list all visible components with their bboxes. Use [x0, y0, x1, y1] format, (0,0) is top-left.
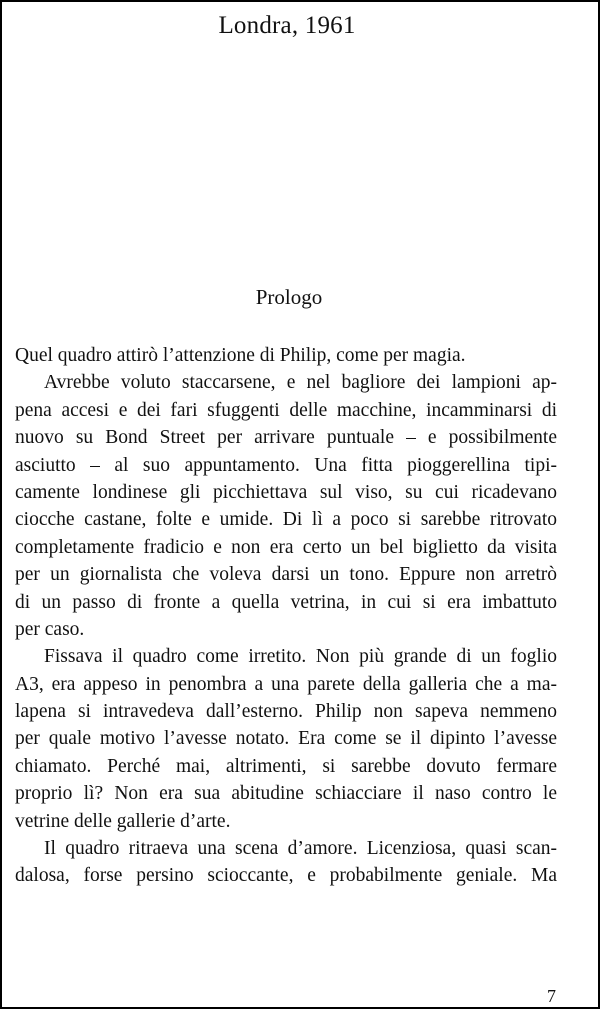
text-line: per quale motivo l’avesse notato. Era come se il dipinto l’avesse — [15, 728, 557, 750]
text-line: vetrine delle gallerie d’arte. — [15, 810, 231, 832]
text-line: proprio lì? Non era sua abitudine schiacciare il naso contro le — [15, 783, 557, 805]
text-line: Fissava il quadro come irretito. Non più grande di un foglio — [44, 646, 557, 668]
text-line: di un passo di fronte a quella vetrina, in cui si era imbattuto — [15, 591, 557, 613]
text-line: per un giornalista che voleva darsi un tono. Eppure non arretrò — [15, 564, 557, 586]
text-line: pena accesi e dei fari sfuggenti delle macchine, incamminarsi di — [15, 399, 557, 421]
page-number: 7 — [547, 986, 556, 1006]
text-line: Quel quadro attirò l’attenzione di Philip, come per magia. — [15, 345, 466, 366]
text-line: dalosa, forse persino scioccante, e probabilmente geniale. Ma — [15, 865, 557, 887]
text-line: lapena si intravedeva dall’esterno. Philip non sapeva nemmeno — [15, 701, 557, 723]
text-line: nuovo su Bond Street per arrivare puntuale – e possibilmente — [15, 427, 557, 449]
text-line: Il quadro ritraeva una scena d’amore. Licenziosa, quasi scan- — [44, 838, 557, 860]
chapter-title: Prologo — [255, 285, 323, 309]
text-line: completamente fradicio e non era certo un bel biglietto da visita — [15, 536, 557, 558]
text-line: A3, era appeso in penombra a una parete della galleria che a ma- — [15, 673, 557, 695]
text-line: Avrebbe voluto staccarsene, e nel bagliore dei lampioni ap- — [44, 372, 557, 394]
body-text — [15, 342, 557, 890]
text-line: chiamato. Perché mai, altrimenti, si sarebbe dovuto fermare — [15, 755, 557, 777]
text-line: per caso. — [15, 618, 85, 640]
text-line: camente londinese gli picchiettava sul viso, su cui ricadevano — [15, 481, 557, 503]
text-line: ciocche castane, folte e umide. Di lì a poco si sarebbe ritrovato — [15, 509, 557, 531]
text-line: asciutto – al suo appuntamento. Una fitta pioggerellina tipi- — [15, 454, 557, 476]
location-title: Londra, 1961 — [218, 12, 356, 39]
